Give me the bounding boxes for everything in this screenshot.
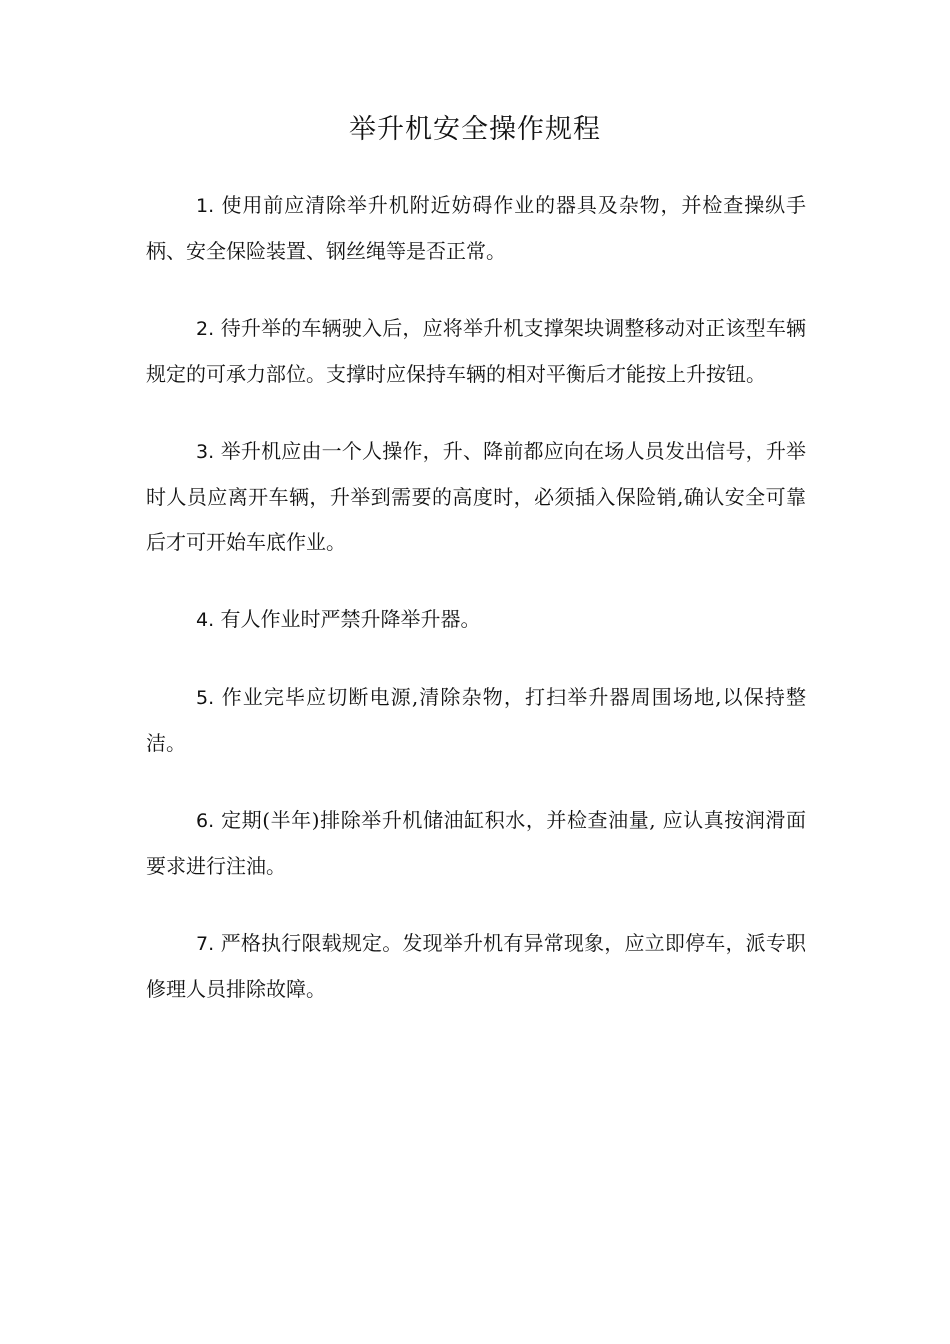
rule-text: 举升机应由一个人操作，升、降前都应向在场人员发出信号，升举时人员应离开车辆，升举到需要的高度时，必须插入保险销,确认安全可靠后才可开始车底作业。 [146,439,807,554]
rule-number: 5. [196,687,215,709]
rule-text: 待升举的车辆驶入后，应将举升机支撑架块调整移动对正该型车辆规定的可承力部位。支撑时应保持车辆的相对平衡后才能按上升按钮。 [146,316,807,386]
rule-item-5 [146,675,806,766]
rule-item-4 [146,597,806,643]
rule-text: 定期(半年)排除举升机储油缸积水，并检查油量, 应认真按润滑面要求进行注油。 [146,808,806,878]
rule-item-6 [146,798,806,889]
rule-text: 有人作业时严禁升降举升器。 [220,607,481,631]
document-title: 举升机安全操作规程 [349,114,601,145]
rule-number: 2. [196,318,215,340]
rule-list [146,183,806,1044]
rule-number: 3. [196,441,215,463]
rule-number: 6. [196,810,215,832]
rule-number: 4. [196,609,215,631]
rule-item-2 [146,306,806,397]
rule-text: 作业完毕应切断电源,清除杂物，打扫举升器周围场地,以保持整洁。 [146,685,807,755]
rule-number: 7. [196,933,215,955]
rule-item-3 [146,429,806,565]
rule-number: 1. [196,195,215,217]
rule-text: 严格执行限载规定。发现举升机有异常现象，应立即停车，派专职修理人员排除故障。 [146,931,807,1001]
rule-text: 使用前应清除举升机附近妨碍作业的器具及杂物，并检查操纵手柄、安全保险装置、钢丝绳等是否正常。 [146,193,807,263]
rule-item-1 [146,183,806,274]
rule-item-7 [146,921,806,1012]
